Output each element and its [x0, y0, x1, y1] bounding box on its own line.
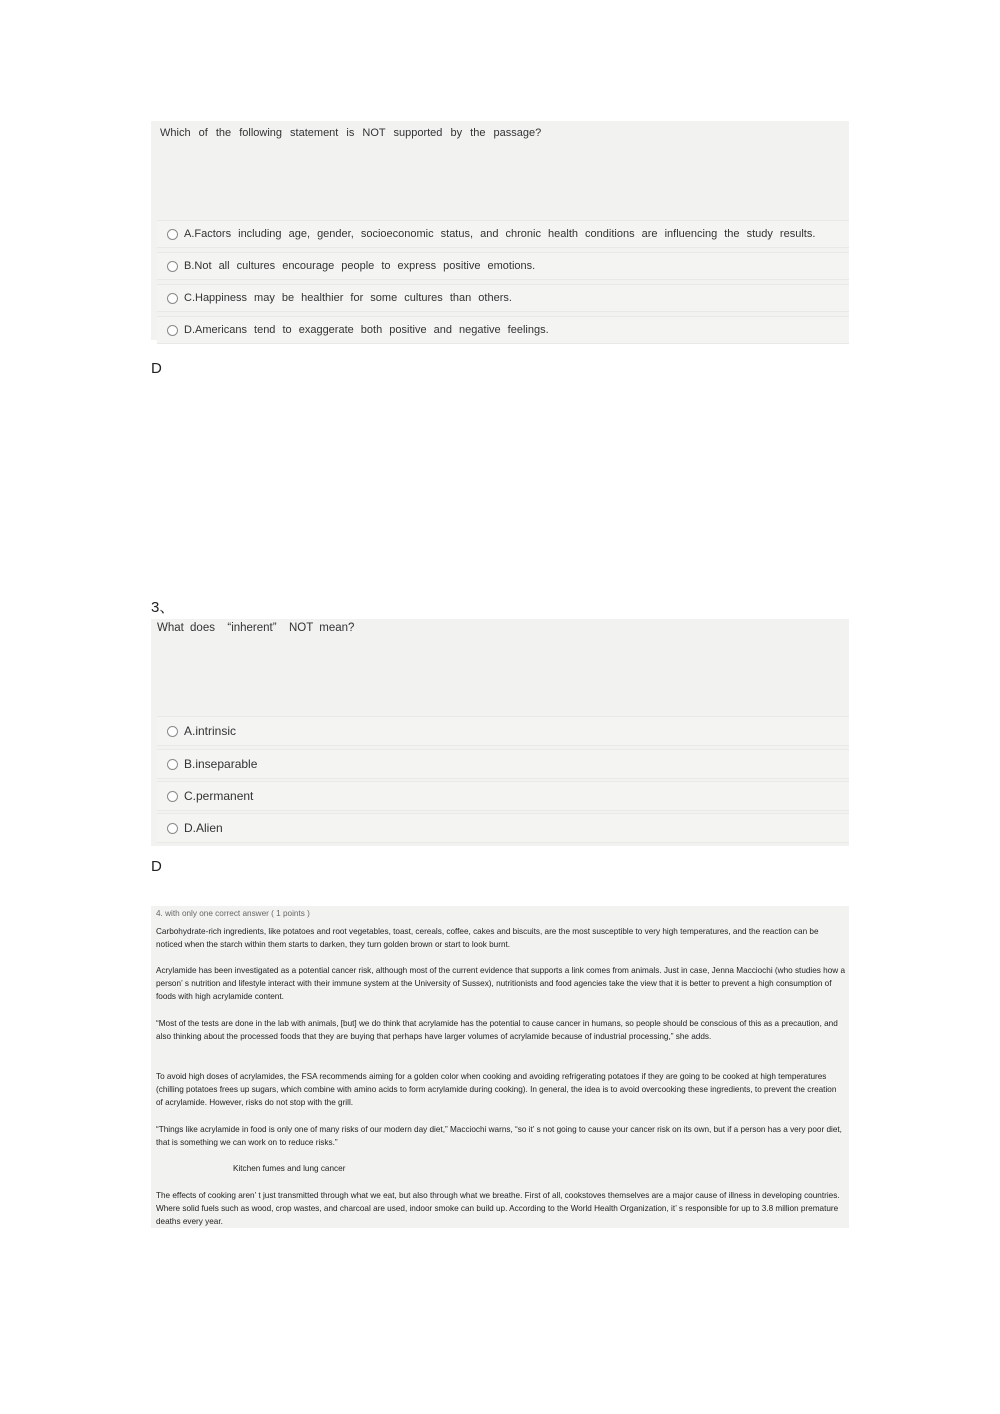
- option-label: C.Happiness may be healthier for some cultures than others.: [184, 292, 512, 304]
- option-label: D.Alien: [184, 821, 223, 835]
- option-b[interactable]: [157, 252, 849, 280]
- question-3-prompt: What does “inherent” NOT mean?: [157, 622, 355, 634]
- radio-icon[interactable]: [167, 726, 178, 737]
- radio-icon[interactable]: [167, 759, 178, 770]
- radio-icon[interactable]: [167, 823, 178, 834]
- question-4-meta: 4. with only one correct answer ( 1 points ): [156, 909, 310, 918]
- passage-paragraph-3: “Most of the tests are done in the lab with animals, [but] we do think that acrylamide has the potential to cause cancer in humans, so people should be conscious of this as a precaution, and also thinking about the processed foods that they are buying that perhaps have larger volumes of acrylamide because of industrial processing,” she adds.: [156, 1019, 838, 1041]
- option-label: C.permanent: [184, 789, 254, 803]
- passage-paragraph-6: The effects of cooking aren’ t just transmitted through what we eat, but also through what we breathe. First of all, cookstoves themselves are a major cause of illness in developing countries. Where solid fuels such as wood, crop wastes, and charcoal are used, indoor smoke can build up. According to the World Health Organization, it’ s responsible for up to 3.8 million premature deaths every year.: [156, 1191, 840, 1226]
- passage-paragraph-4: To avoid high doses of acrylamides, the FSA recommends aiming for a golden color when cooking and avoiding refrigerating potatoes if they are going to be cooked at high temperatures (chilling potatoes frees up sugars, which combine with amino acids to form acrylamide during cooking). In general, the idea is to avoid overcooking these ingredients, to prevent the creation of acrylamide. However, risks do not stop with the grill.: [156, 1072, 837, 1107]
- passage-paragraph-5: “Things like acrylamide in food is only one of many risks of our modern day diet,” Macciochi warns, “so it’ s not going to cause your cancer risk on its own, but if a person has a very poor diet, that is something we can work on to reduce risks.”: [156, 1125, 842, 1147]
- radio-icon[interactable]: [167, 229, 178, 240]
- radio-icon[interactable]: [167, 293, 178, 304]
- option-label: B.Not all cultures encourage people to express positive emotions.: [184, 260, 536, 272]
- question-4-passage-panel: [151, 906, 849, 1228]
- question-3-number: 3、: [151, 599, 175, 616]
- question-2-answer: D: [151, 360, 162, 377]
- option-a[interactable]: [157, 716, 849, 746]
- radio-icon[interactable]: [167, 325, 178, 336]
- option-label: D.Americans tend to exaggerate both positive and negative feelings.: [184, 324, 549, 336]
- option-c[interactable]: [157, 284, 849, 312]
- question-3-answer: D: [151, 858, 162, 875]
- option-a[interactable]: [157, 220, 849, 248]
- question-3-panel: [151, 619, 849, 846]
- question-2-prompt: Which of the following statement is NOT supported by the passage?: [160, 127, 542, 139]
- option-label: B.inseparable: [184, 757, 258, 771]
- option-b[interactable]: [157, 749, 849, 779]
- passage-paragraph-1: Carbohydrate-rich ingredients, like potatoes and root vegetables, toast, cereals, coffee, cakes and biscuits, are the most susceptible to very high temperatures, and the reaction can be noticed when the starch within them starts to darken, they turn golden brown or start to look burnt.: [156, 927, 819, 949]
- passage-paragraph-2: Acrylamide has been investigated as a potential cancer risk, although most of the current evidence that supports a link comes from animals. Just in case, Jenna Macciochi (who studies how a person’ s nutrition and lifestyle interact with their immune system at the University of Sussex), nutritionists and food agencies take the view that it is better to prevent a high consumption of foods with high acrylamide content.: [156, 966, 846, 1001]
- option-c[interactable]: [157, 781, 849, 811]
- radio-icon[interactable]: [167, 791, 178, 802]
- option-label: A.intrinsic: [184, 724, 237, 738]
- option-d[interactable]: [157, 316, 849, 344]
- option-d[interactable]: [157, 813, 849, 843]
- question-2-panel: [151, 121, 849, 340]
- option-label: A.Factors including age, gender, socioeconomic status, and chronic health conditions are influencing the study results.: [184, 228, 816, 240]
- radio-icon[interactable]: [167, 261, 178, 272]
- passage-subheading: Kitchen fumes and lung cancer: [233, 1164, 346, 1173]
